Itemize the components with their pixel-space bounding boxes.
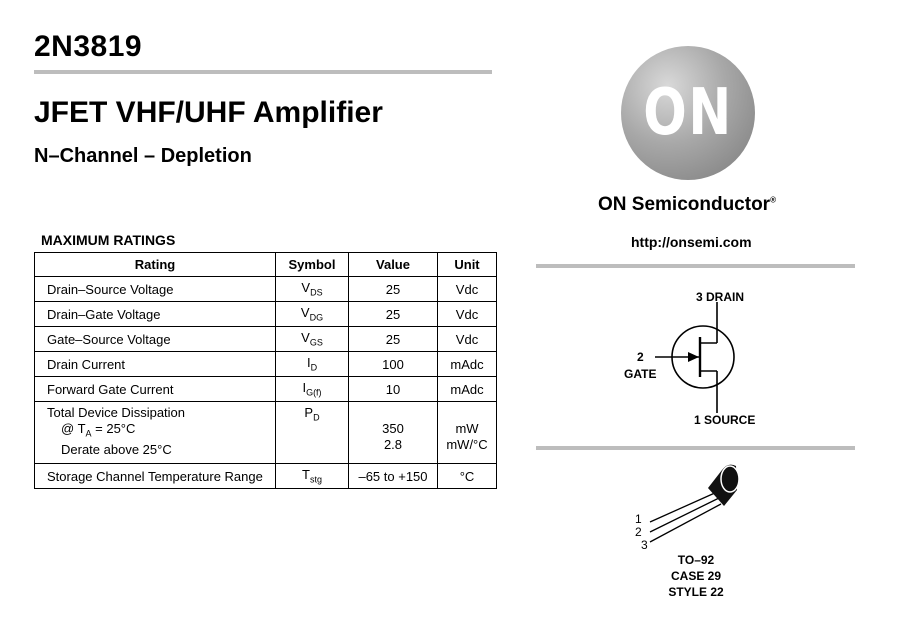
package-style: STYLE 22 bbox=[668, 585, 724, 599]
registered-mark: ® bbox=[770, 195, 776, 205]
website-link[interactable]: http://onsemi.com bbox=[631, 234, 752, 250]
symbol-subscript: G(f) bbox=[306, 387, 322, 398]
symbol-subscript: D bbox=[313, 412, 320, 423]
document-title: JFET VHF/UHF Amplifier bbox=[34, 96, 383, 129]
derate-label: Derate above 25°C bbox=[61, 441, 172, 457]
rating-cell: Drain–Source Voltage bbox=[35, 277, 276, 302]
condition-subscript: A bbox=[85, 428, 92, 439]
value-cell: 25 bbox=[349, 302, 438, 327]
on-logo-text: ON bbox=[643, 76, 733, 150]
table-header-row bbox=[35, 253, 497, 277]
brand-name-text: ON Semiconductor bbox=[598, 194, 771, 215]
symbol-main: V bbox=[301, 280, 311, 296]
rating-cell: Drain–Gate Voltage bbox=[35, 302, 276, 327]
symbol-main: V bbox=[300, 305, 310, 321]
max-ratings-table bbox=[34, 252, 497, 489]
value-cell: 25 bbox=[349, 327, 438, 352]
symbol-main: T bbox=[302, 467, 310, 483]
dissipation-condition bbox=[47, 421, 269, 442]
table-row bbox=[35, 352, 497, 377]
column-header-symbol: Symbol bbox=[276, 253, 349, 277]
package-pin-3: 3 bbox=[641, 538, 648, 552]
symbol-cell bbox=[276, 377, 349, 402]
table-row-storage bbox=[35, 464, 497, 489]
source-pin-label: 1 SOURCE bbox=[694, 413, 756, 427]
table-row-dissipation bbox=[35, 402, 497, 464]
symbol-main: V bbox=[301, 330, 310, 346]
package-pin-2: 2 bbox=[635, 525, 642, 539]
symbol-cell bbox=[276, 277, 349, 302]
symbol-cell bbox=[276, 402, 349, 464]
unit-cell: °C bbox=[438, 464, 497, 489]
column-header-value: Value bbox=[349, 253, 438, 277]
drain-pin-label: 3 DRAIN bbox=[696, 290, 745, 304]
symbol-subscript: DG bbox=[309, 312, 324, 323]
value-cell: 100 bbox=[349, 352, 438, 377]
section-divider bbox=[536, 264, 855, 268]
brand-name bbox=[598, 194, 776, 216]
symbol-main: P bbox=[304, 405, 314, 420]
rating-cell: Storage Channel Temperature Range bbox=[35, 464, 276, 489]
symbol-main: I bbox=[306, 355, 311, 371]
symbol-subscript: D bbox=[310, 362, 318, 373]
rating-cell: Drain Current bbox=[35, 352, 276, 377]
symbol-subscript: DS bbox=[310, 287, 323, 298]
value-cell: 25 bbox=[349, 277, 438, 302]
column-header-unit: Unit bbox=[438, 253, 497, 277]
condition-suffix: = 25°C bbox=[91, 421, 136, 436]
package-pin-1: 1 bbox=[635, 512, 642, 526]
dissipation-unit: mW bbox=[455, 421, 479, 436]
section-divider bbox=[536, 446, 855, 450]
rating-cell: Forward Gate Current bbox=[35, 377, 276, 402]
dissipation-label: Total Device Dissipation bbox=[47, 405, 186, 420]
unit-cell: Vdc bbox=[438, 327, 497, 352]
symbol-cell bbox=[276, 327, 349, 352]
derate-value: 2.8 bbox=[383, 437, 403, 452]
symbol-cell bbox=[276, 302, 349, 327]
rating-cell bbox=[35, 402, 276, 464]
rating-cell: Gate–Source Voltage bbox=[35, 327, 276, 352]
table-row bbox=[35, 327, 497, 352]
gate-pin-number: 2 bbox=[637, 350, 644, 364]
unit-cell: Vdc bbox=[438, 302, 497, 327]
symbol-subscript: GS bbox=[309, 337, 323, 348]
part-number: 2N3819 bbox=[34, 30, 143, 63]
dissipation-value: 350 bbox=[382, 421, 404, 436]
table-row bbox=[35, 377, 497, 402]
symbol-main: I bbox=[302, 380, 307, 396]
derate-unit: mW/°C bbox=[446, 437, 488, 452]
unit-cell: mAdc bbox=[438, 352, 497, 377]
unit-cell: Vdc bbox=[438, 277, 497, 302]
ratings-heading: MAXIMUM RATINGS bbox=[41, 232, 176, 248]
title-divider bbox=[34, 70, 492, 74]
symbol-cell bbox=[276, 464, 349, 489]
value-cell: –65 to +150 bbox=[349, 464, 438, 489]
gate-pin-label: GATE bbox=[624, 367, 657, 381]
unit-cell bbox=[438, 402, 497, 464]
document-subtitle: N–Channel – Depletion bbox=[34, 145, 252, 167]
package-case: CASE 29 bbox=[670, 569, 722, 583]
package-type: TO–92 bbox=[677, 553, 715, 567]
column-header-rating: Rating bbox=[35, 253, 276, 277]
condition-prefix: @ T bbox=[61, 421, 86, 436]
value-cell: 10 bbox=[349, 377, 438, 402]
symbol-subscript: stg bbox=[309, 474, 322, 485]
symbol-cell bbox=[276, 352, 349, 377]
unit-cell: mAdc bbox=[438, 377, 497, 402]
table-row bbox=[35, 302, 497, 327]
table-row bbox=[35, 277, 497, 302]
value-cell bbox=[349, 402, 438, 464]
